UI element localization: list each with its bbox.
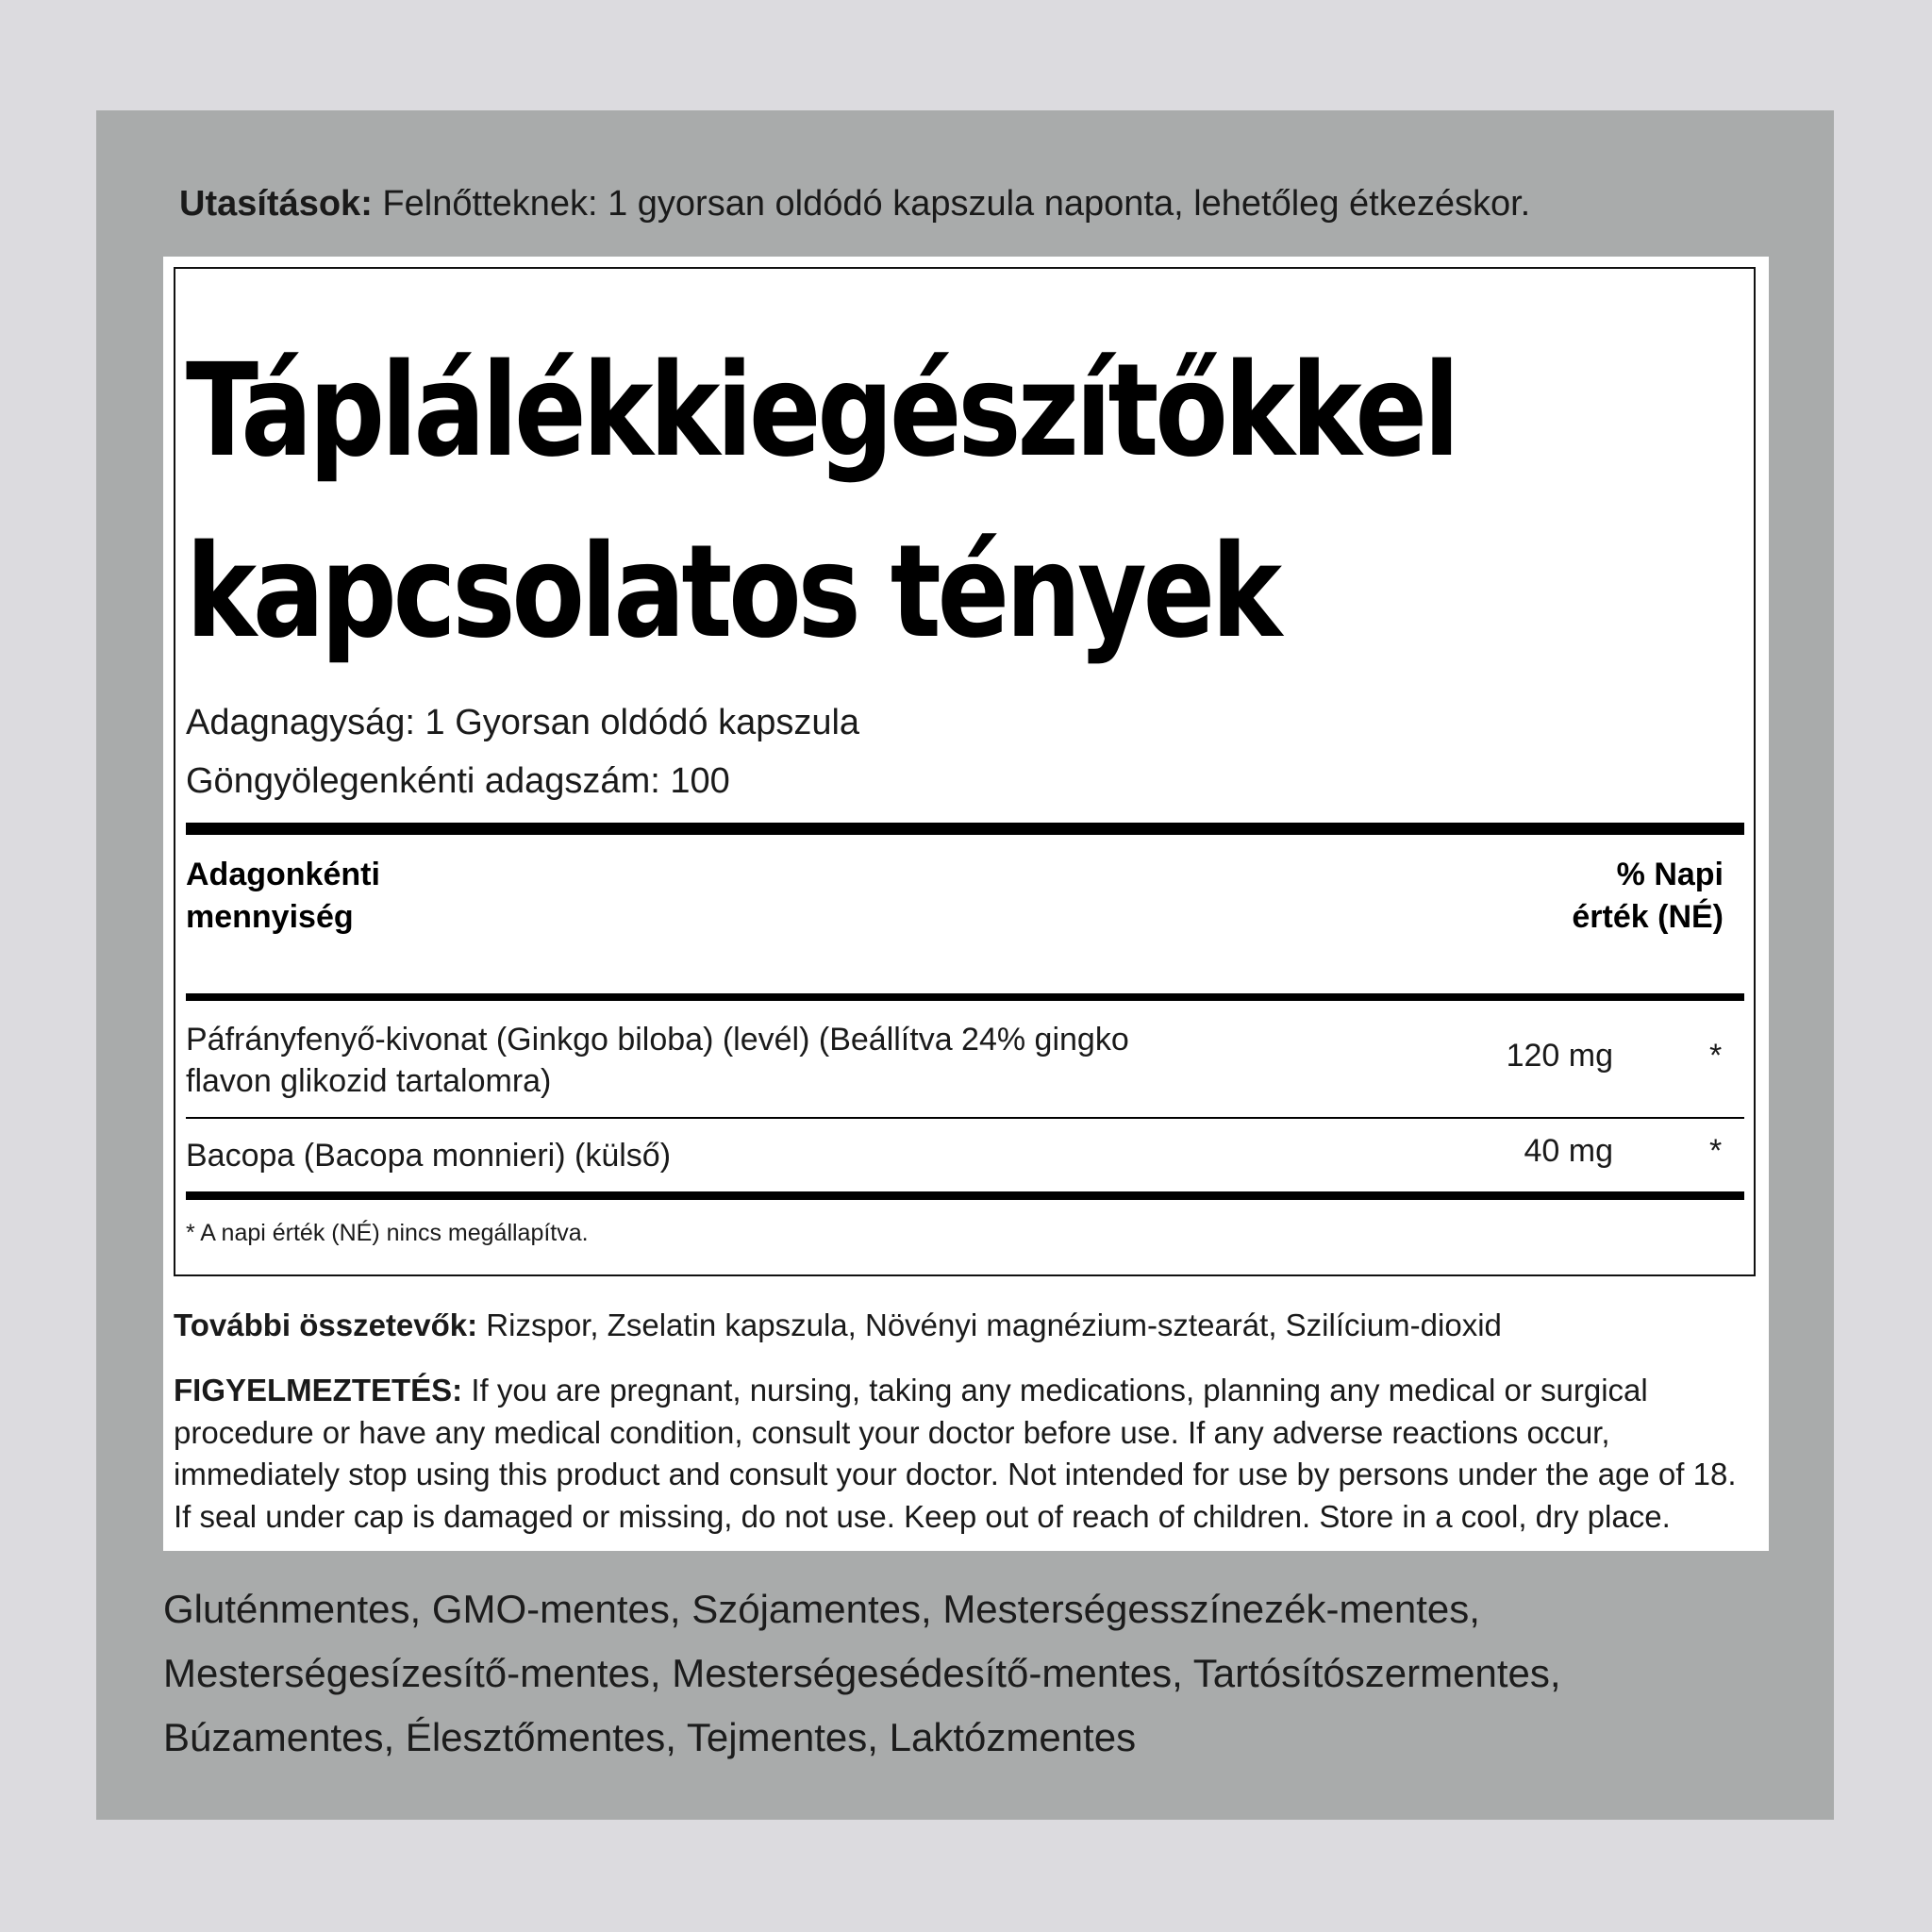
directions-text	[179, 184, 1530, 225]
header-daily-value: % Napi érték (NÉ)	[1572, 857, 1724, 935]
ingredient-dv-ginkgo: *	[1709, 1038, 1723, 1074]
other-ingredients	[174, 1307, 1502, 1343]
daily-value-footnote: * A napi érték (NÉ) nincs megállapítva.	[186, 1220, 589, 1246]
header-amount-per-serving: Adagonkénti mennyiség	[186, 857, 380, 935]
servings-per-container: Göngyölegenkénti adagszám: 100	[186, 761, 730, 801]
title-line-2: kapcsolatos tények	[186, 518, 1278, 667]
ingredient-amount-ginkgo: 120 mg	[1506, 1038, 1613, 1074]
warning-label: FIGYELMEZTETÉS:	[174, 1373, 463, 1407]
directions-label: Utasítások:	[179, 184, 373, 224]
ingredient-name-bacopa: Bacopa (Bacopa monnieri) (külső)	[186, 1138, 672, 1174]
title-line-1: Táplálékkiegészítőkkel	[186, 337, 1457, 486]
thick-divider-header	[186, 993, 1744, 1001]
warning-body: If you are pregnant, nursing, taking any medications, planning any medical or surgical procedure or have any medical condition, consult your doctor before use. If any adverse reactions occur, immediately stop using this product and consult your doctor. Not intended for use by persons under the age of 18. If seal under cap is damaged or missing, do not use. Keep out of reach of children. Store in a cool, dry place.	[174, 1373, 1737, 1534]
ingredient-dv-bacopa: *	[1709, 1133, 1723, 1169]
ingredient-name-ginkgo: Páfrányfenyő-kivonat (Ginkgo biloba) (levél) (Beállítva 24% gingko flavon glikozid tartalomra)	[186, 1022, 1129, 1099]
row-divider	[186, 1117, 1744, 1119]
thick-divider-bottom	[186, 1191, 1744, 1200]
other-ingredients-label: További összetevők:	[174, 1307, 478, 1342]
other-ingredients-text: Rizspor, Zselatin kapszula, Növényi magnézium-sztearát, Szilícium-dioxid	[477, 1307, 1502, 1342]
serving-size: Adagnagyság: 1 Gyorsan oldódó kapszula	[186, 703, 860, 742]
ingredient-amount-bacopa: 40 mg	[1524, 1133, 1613, 1169]
free-from-claims: Gluténmentes, GMO-mentes, Szójamentes, Mesterségesszínezék-mentes, Mesterségesízesítő-mentes, Mesterségesédesítő-mentes, Tartósítószermentes, Búzamentes, Élesztőmentes, Tejmentes, Laktózmentes	[163, 1587, 1561, 1759]
thick-divider-top	[186, 823, 1744, 835]
warning-text	[174, 1370, 1744, 1538]
supplement-facts-title	[186, 321, 1757, 683]
directions-body: Felnőtteknek: 1 gyorsan oldódó kapszula naponta, lehetőleg étkezéskor.	[372, 184, 1531, 224]
